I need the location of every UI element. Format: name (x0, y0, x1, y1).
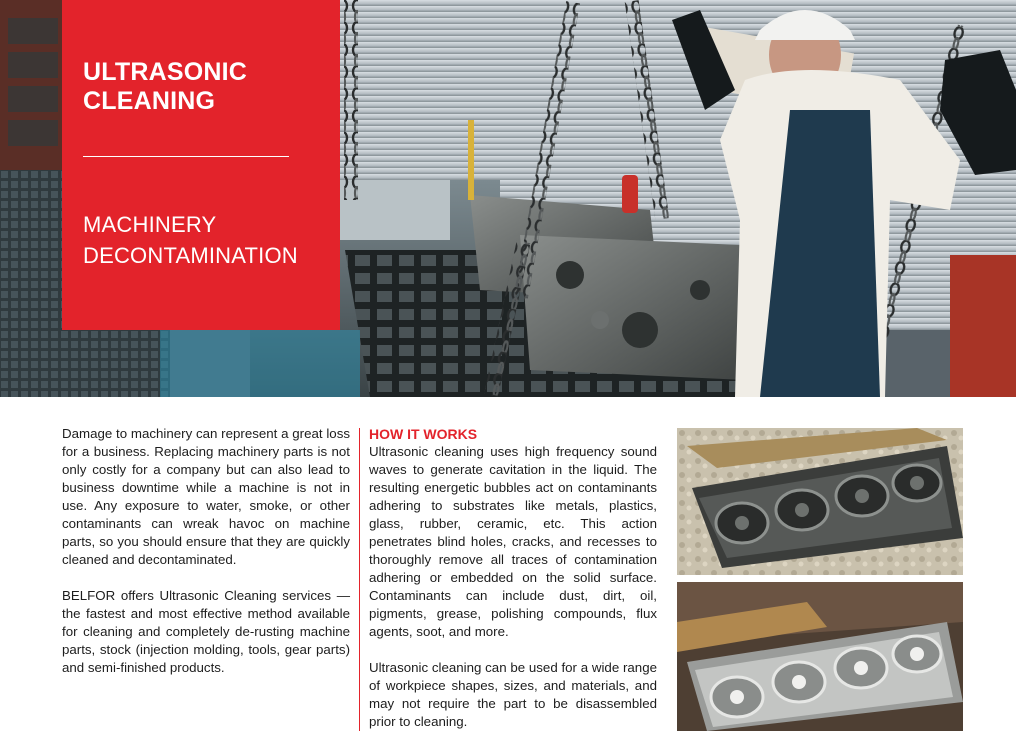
dirty-part-illustration (677, 428, 963, 575)
hero-title: ULTRASONIC CLEANING (83, 58, 248, 115)
column-divider (359, 428, 360, 731)
intro-paragraph: Damage to machinery can represent a great loss for a business. Replacing machinery parts is not only costly for a company but can also lead to business downtime while a machine is not in use. Any exposure to water, smoke, or other contaminants can wreak havoc on machine parts, so you should ensure that they are quickly cleaned and decontaminated. (62, 426, 350, 567)
hero-subtitle: MACHINERY DECONTAMINATION (83, 212, 298, 268)
how-it-works-paragraph: Ultrasonic cleaning uses high frequency sound waves to generate cavitation in the liquid. The resulting energetic bubbles act on contaminants adhering to substrates like metals, plastics, glass, rubber, ceramic, etc. This action penetrates blind holes, cracks, and recesses to thoroughly remove all traces of contamination adhering or embedded on the solid surface. Contaminants can include dust, dirt, oil, pigments, grease, polishing compounds, flux agents, soot, and more. (369, 444, 657, 639)
how-it-works-column (369, 425, 657, 731)
intro-column (62, 425, 350, 677)
applications-paragraph: Ultrasonic cleaning can be used for a wide range of workpiece shapes, sizes, and materials, and may not require the part to be disassembled prior to cleaning. (369, 660, 657, 729)
title-divider (83, 156, 289, 157)
title-panel (62, 0, 340, 330)
how-it-works-heading: HOW IT WORKS (369, 426, 478, 442)
dirty-part-photo (677, 428, 963, 575)
clean-part-photo (677, 582, 963, 731)
services-paragraph: BELFOR offers Ultrasonic Cleaning services — the fastest and most effective method available for cleaning and completely de-rusting machine parts, stock (injection molding, tools, gear parts) and semi-finished products. (62, 588, 350, 675)
clean-part-illustration (677, 582, 963, 731)
